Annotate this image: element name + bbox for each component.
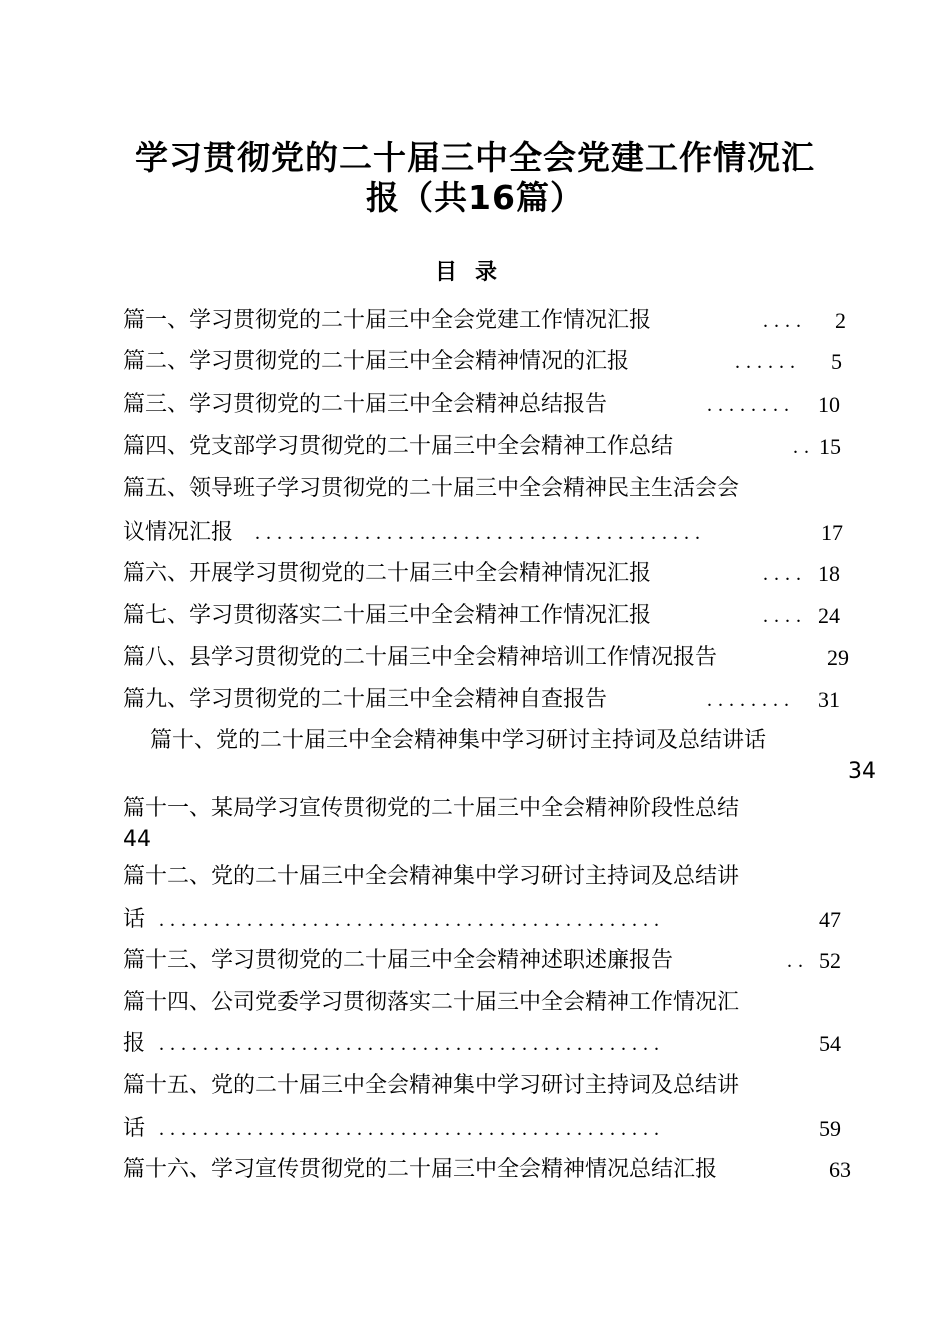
toc-entry[interactable] [123,859,853,895]
toc-leader-dots: .... [763,563,807,585]
toc-leader-dots: ...... [735,351,801,373]
toc-leader-dots: ........ [707,394,795,416]
toc-page-number: 24 [818,603,840,628]
toc-entry-title: 话 [123,1116,146,1141]
toc-page-number: 10 [818,392,840,417]
toc-leader-dots: .... [763,605,807,627]
toc-heading: 目录 [434,260,515,285]
toc-page-number: 29 [827,645,849,670]
toc-entry[interactable] [123,471,853,507]
toc-page-number: 18 [818,561,840,586]
toc-entry-title: 篇十、党的二十届三中全会精神集中学习研讨主持词及总结讲话 [150,728,767,753]
toc-entry-continuation[interactable] [123,1026,853,1062]
toc-entry-title: 篇十五、党的二十届三中全会精神集中学习研讨主持词及总结讲 [123,1073,740,1098]
toc-page-number: 5 [831,349,842,374]
toc-entry-title: 篇十一、某局学习宣传贯彻党的二十届三中全会精神阶段性总结 [123,796,740,821]
toc-entry[interactable] [123,791,853,827]
toc-entry-title: 报 [123,1031,146,1056]
toc-leader-dots: .... [763,310,807,332]
toc-page-number: 44 [123,827,151,852]
toc-entry[interactable] [123,387,853,423]
toc-leader-dots: ......................................... [255,522,706,544]
toc-entry-title: 篇十二、党的二十届三中全会精神集中学习研讨主持词及总结讲 [123,864,740,889]
toc-entry[interactable] [123,598,853,634]
toc-page-number: 31 [818,687,840,712]
toc-leader-dots: .............................................. [159,909,665,931]
document-title-line-1: 学习贯彻党的二十届三中全会党建工作情况汇 [135,138,815,177]
toc-entry[interactable] [123,1068,853,1104]
toc-entry[interactable] [123,1152,853,1188]
toc-page-number: 2 [835,308,846,333]
toc-entry[interactable] [123,429,853,465]
toc-entry-title: 话 [123,907,146,932]
toc-entry[interactable] [123,682,853,718]
toc-entry-title: 篇四、党支部学习贯彻党的二十届三中全会精神工作总结 [123,434,674,459]
toc-page-number: 47 [819,907,841,932]
toc-entry[interactable] [123,640,853,676]
toc-entry-title: 篇十四、公司党委学习贯彻落实二十届三中全会精神工作情况汇 [123,990,740,1015]
toc-entry-title: 篇二、学习贯彻党的二十届三中全会精神情况的汇报 [123,349,630,374]
toc-entry[interactable] [123,303,853,339]
toc-leader-dots: .............................................. [159,1118,665,1140]
toc-entry[interactable] [150,723,880,759]
toc-page-number: 15 [819,434,841,459]
toc-entry-title: 议情况汇报 [123,520,234,545]
toc-entry-title: 篇十三、学习贯彻党的二十届三中全会精神述职述廉报告 [123,948,674,973]
toc-entry[interactable] [123,985,853,1021]
toc-page-number: 17 [821,520,843,545]
toc-entry-continuation[interactable] [123,515,853,551]
toc-entry[interactable] [123,344,853,380]
toc-entry-title: 篇八、县学习贯彻党的二十届三中全会精神培训工作情况报告 [123,645,718,670]
toc-page-number: 52 [819,948,841,973]
toc-page-number: 54 [819,1031,841,1056]
toc-entry[interactable] [123,943,853,979]
toc-entry-continuation[interactable] [123,1111,853,1147]
toc-leader-dots: ........ [707,689,795,711]
toc-entry-title: 篇六、开展学习贯彻党的二十届三中全会精神情况汇报 [123,561,652,586]
toc-entry[interactable] [123,556,853,592]
toc-leader-dots: .. [787,950,809,972]
toc-entry-title: 篇九、学习贯彻党的二十届三中全会精神自查报告 [123,687,608,712]
toc-entry-title: 篇三、学习贯彻党的二十届三中全会精神总结报告 [123,392,608,417]
toc-leader-dots: .............................................. [159,1033,665,1055]
toc-entry-continuation[interactable] [123,902,853,938]
toc-page-number: 63 [829,1157,851,1182]
toc-entry-title: 篇一、学习贯彻党的二十届三中全会党建工作情况汇报 [123,308,652,333]
toc-entry-title: 篇五、领导班子学习贯彻党的二十届三中全会精神民主生活会会 [123,476,740,501]
document-title-line-2: 报（共16篇） [366,178,584,217]
toc-page-number: 34 [848,759,876,784]
toc-page-number: 59 [819,1116,841,1141]
toc-entry-title: 篇七、学习贯彻落实二十届三中全会精神工作情况汇报 [123,603,652,628]
toc-leader-dots: .. [793,436,815,458]
toc-entry-title: 篇十六、学习宣传贯彻党的二十届三中全会精神情况总结汇报 [123,1157,718,1182]
